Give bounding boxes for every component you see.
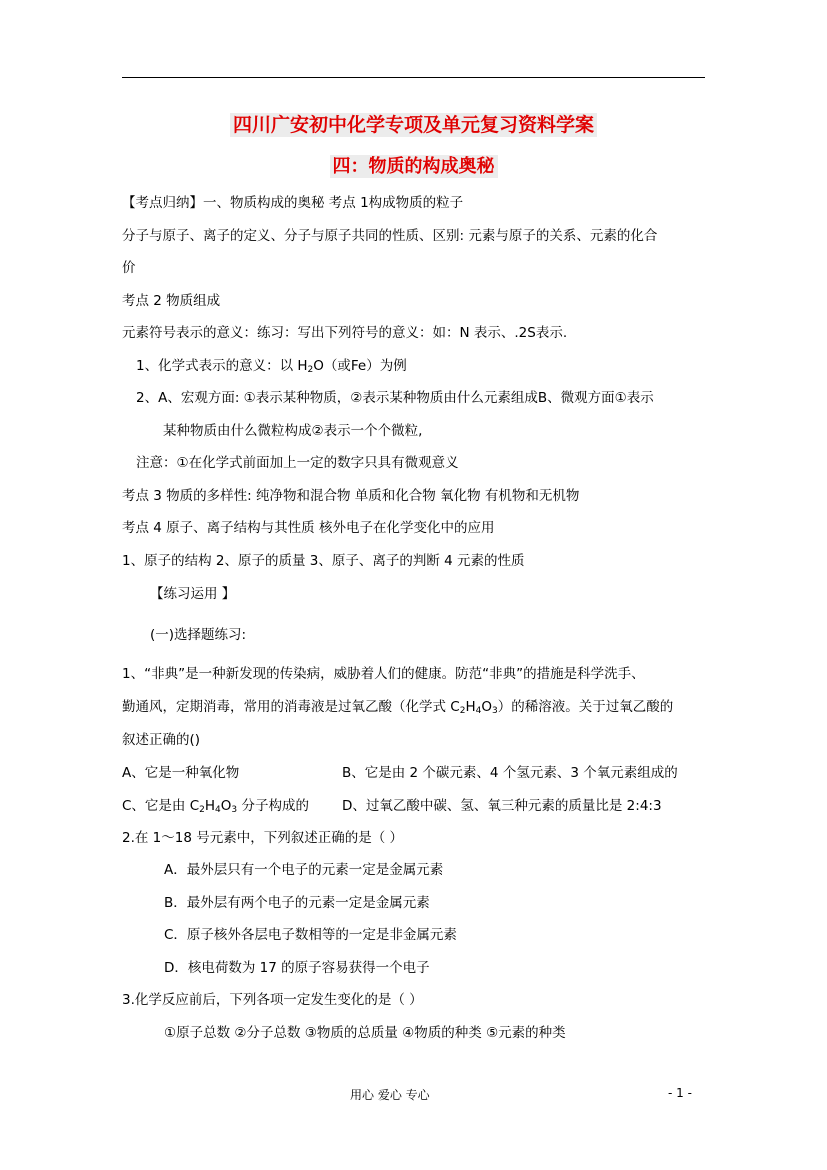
question-1-option-a: A、它是一种氧化物 bbox=[122, 765, 240, 781]
question-2-option-b: B．最外层有两个电子的元素一定是金属元素 bbox=[164, 895, 430, 911]
text-line: 1、化学式表示的意义：以 $H_2O$（或Fe）为例 bbox=[136, 358, 407, 375]
text-line: 1、原子的结构 2、原子的质量 3、原子、离子的判断 4 元素的性质 bbox=[122, 553, 525, 569]
question-1-option-b: B、它是由 2 个碳元素、4 个氢元素、3 个氧元素组成的 bbox=[342, 765, 678, 781]
text-line: 价 bbox=[122, 260, 136, 276]
note-line: 注意：①在化学式前面加上一定的数字只具有微观意义 bbox=[136, 455, 459, 471]
text-line: 某种物质由什么微粒构成②表示一个个微粒, bbox=[163, 423, 423, 439]
multiple-choice-heading: (一)选择题练习: bbox=[150, 627, 247, 643]
question-3: 3.化学反应前后，下列各项一定发生变化的是（ ） bbox=[122, 992, 423, 1008]
question-2-option-c: C．原子核外各层电子数相等的一定是非金属元素 bbox=[164, 927, 457, 943]
question-2: 2.在 1～18 号元素中，下列叙述正确的是（ ） bbox=[122, 830, 404, 846]
question-1-line-3: 叙述正确的() bbox=[122, 732, 201, 748]
question-1-option-c: C、它是由 $C_2H_4O_3$ 分子构成的 bbox=[122, 798, 309, 815]
key-point-4: 考点 4 原子、离子结构与其性质 核外电子在化学变化中的应用 bbox=[122, 520, 495, 536]
text-line: 元素符号表示的意义：练习：写出下列符号的意义：如：N 表示、.2S表示. bbox=[122, 325, 568, 341]
key-points-heading: 【考点归纳】一、物质构成的奥秘 考点 1构成物质的粒子 bbox=[122, 195, 464, 211]
section-title: 四：物质的构成奥秘 bbox=[0, 152, 827, 178]
text-line: 2、A、宏观方面: ①表示某种物质，②表示某种物质由什么元素组成B、微观方面①表示 bbox=[136, 390, 654, 406]
question-2-option-d: D．核电荷数为 17 的原子容易获得一个电子 bbox=[164, 960, 430, 976]
question-1-line-2: 勤通风，定期消毒，常用的消毒液是过氧乙酸（化学式 $C_2H_4O_3$）的稀溶液。关于过氧乙酸的 bbox=[122, 699, 674, 716]
question-1: 1、“非典”是一种新发现的传染病，威胁着人们的健康。防范“非典”的措施是科学洗手、 bbox=[122, 666, 645, 682]
text-line: 分子与原子、离子的定义、分子与原子共同的性质、区别: 元素与原子的关系、元素的化合 bbox=[122, 228, 658, 244]
header-rule bbox=[122, 77, 705, 78]
question-2-option-a: A．最外层只有一个电子的元素一定是金属元素 bbox=[164, 862, 444, 878]
question-3-options: ①原子总数 ②分子总数 ③物质的总质量 ④物质的种类 ⑤元素的种类 bbox=[164, 1025, 566, 1041]
document-title: 四川广安初中化学专项及单元复习资料学案 bbox=[0, 110, 827, 137]
practice-heading: 【练习运用 】 bbox=[150, 586, 236, 602]
page-number: - 1 - bbox=[668, 1086, 692, 1100]
footer-motto: 用心 爱心 专心 bbox=[350, 1088, 430, 1102]
key-point-2: 考点 2 物质组成 bbox=[122, 293, 221, 309]
key-point-3: 考点 3 物质的多样性: 纯净物和混合物 单质和化合物 氧化物 有机物和无机物 bbox=[122, 488, 580, 504]
question-1-option-d: D、过氧乙酸中碳、氢、氧三种元素的质量比是 2:4:3 bbox=[342, 798, 662, 814]
